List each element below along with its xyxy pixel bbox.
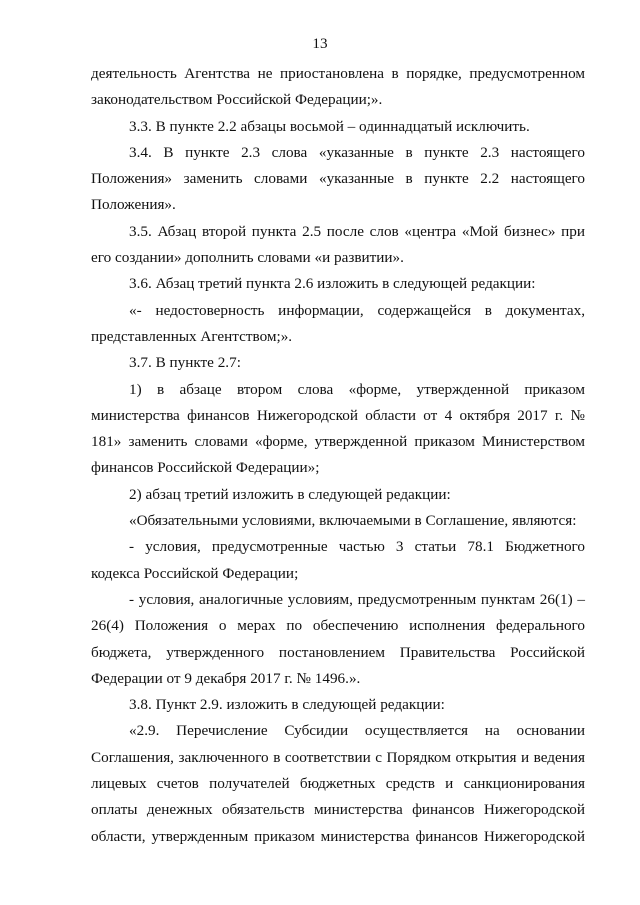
paragraph-3-7-item-2: 2) абзац третий изложить в следующей редакции: <box>129 485 451 503</box>
paragraph-obligatory-conditions: «Обязательными условиями, включаемыми в Соглашение, являются: <box>129 512 577 530</box>
paragraph-3-4: 3.4. В пункте 2.3 слова «указанные в пункте 2.3 настоящего Положения» заменить словами «указанные в пункте 2.2 настоящего Положения». <box>91 143 585 214</box>
document-body <box>91 61 585 850</box>
paragraph-3-7: 3.7. В пункте 2.7: <box>129 354 241 372</box>
paragraph-3-3: 3.3. В пункте 2.2 абзацы восьмой – одиннадцатый исключить. <box>129 117 530 135</box>
paragraph-condition-budget-code: - условия, предусмотренные частью 3 статьи 78.1 Бюджетного кодекса Российской Федерации; <box>91 538 585 582</box>
page-number: 13 <box>312 35 328 52</box>
paragraph-continuation: деятельность Агентства не приостановлена в порядке, предусмотренном законодательством Российской Федерации;». <box>91 65 585 109</box>
paragraph-3-8: 3.8. Пункт 2.9. изложить в следующей редакции: <box>129 696 445 714</box>
paragraph-3-6: 3.6. Абзац третий пункта 2.6 изложить в следующей редакции: <box>129 275 536 293</box>
paragraph-3-6-quote: «- недостоверность информации, содержащейся в документах, представленных Агентством;». <box>91 301 585 345</box>
paragraph-condition-analogous: - условия, аналогичные условиям, предусмотренным пунктам 26(1) – 26(4) Положения о мерах по обеспечению исполнения федерального бюджета, утвержденного постановлением Правительства Российской Федерации от 9 декабря 2017 г. № 1496.». <box>91 590 585 687</box>
paragraph-3-7-item-1: 1) в абзаце втором слова «форме, утвержденной приказом министерства финансов Нижегородской области от 4 октября 2017 г. № 181» заменить словами «форме, утвержденной приказом Министерством финансов Российской Федерации»; <box>91 380 585 477</box>
paragraph-3-5: 3.5. Абзац второй пункта 2.5 после слов «центра «Мой бизнес» при его создании» дополнить словами «и развитии». <box>91 222 585 267</box>
paragraph-2-9-quote: «2.9. Перечисление Субсидии осуществляется на основании Соглашения, заключенного в соответствии с Порядком открытия и ведения лицевых счетов получателей бюджетных средств и санкционирования оплаты денежных обязательств министерства финансов Нижегородской области, утвержденным приказом министерства финансов Нижегородской <box>91 722 585 845</box>
